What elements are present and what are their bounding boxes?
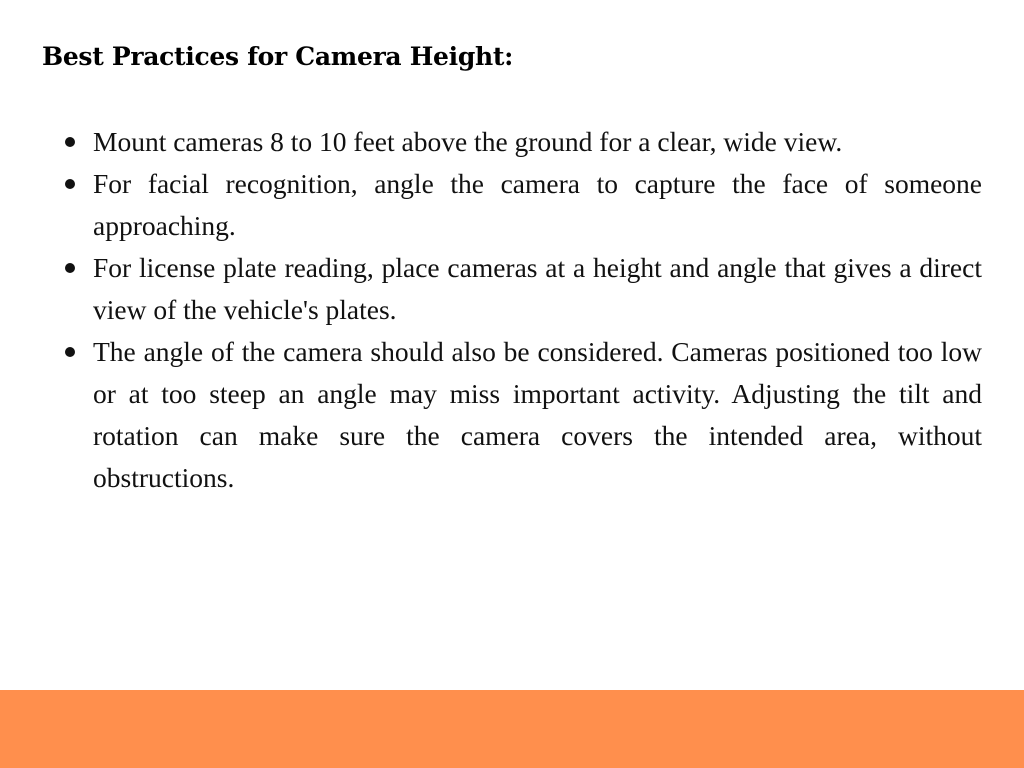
list-item-text: For facial recognition, angle the camera to capture the face of someone approaching. — [93, 168, 982, 241]
bullet-icon — [65, 263, 75, 273]
footer-accent-band — [0, 690, 1024, 768]
bullet-icon — [65, 347, 75, 357]
list-item — [93, 121, 982, 163]
section-heading: Best Practices for Camera Height: — [42, 42, 514, 71]
list-item-text: The angle of the camera should also be considered. Cameras positioned too low or at too steep an angle may miss important activity. Adjusting the tilt and rotation can make sure the camera covers the intended area, without obstructions. — [93, 336, 982, 493]
list-item-text: For license plate reading, place cameras at a height and angle that gives a direct view of the vehicle's plates. — [93, 252, 982, 325]
list-item-text: Mount cameras 8 to 10 feet above the ground for a clear, wide view. — [93, 126, 843, 157]
bullet-icon — [65, 137, 75, 147]
list-item — [93, 247, 982, 331]
bullet-icon — [65, 179, 75, 189]
list-item — [93, 331, 982, 499]
list-item — [93, 163, 982, 247]
practices-list — [93, 121, 982, 499]
